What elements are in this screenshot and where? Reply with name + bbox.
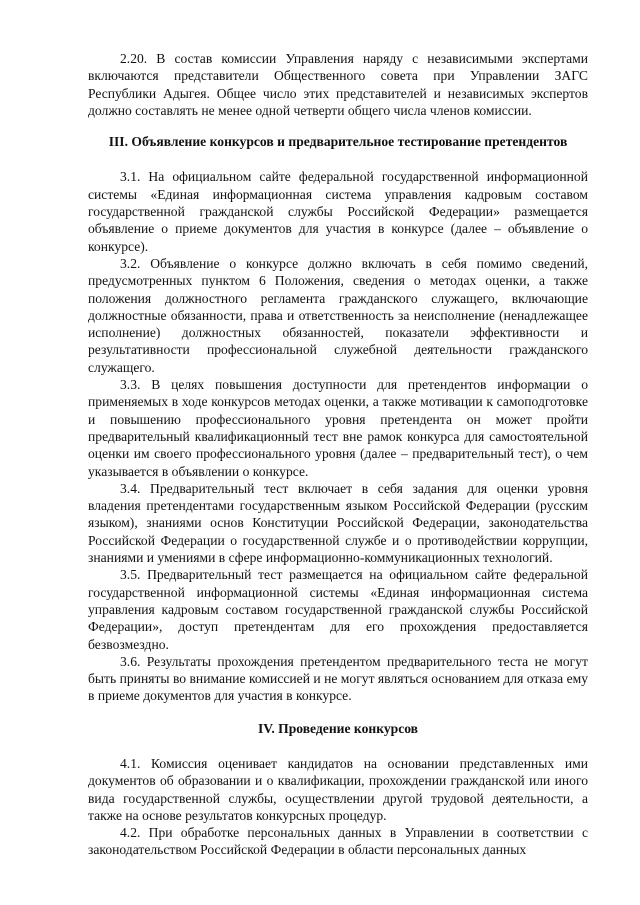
paragraph-2-20: 2.20. В состав комиссии Управления наряду с независимыми экспертами включаются представители Общественного совета при Управлении ЗАГС Республики Адыгея. Общее число этих представителей и независимых экспертов должно составлять не менее одной четверти общего числа членов комиссии. — [88, 51, 588, 118]
paragraph-3-4: 3.4. Предварительный тест включает в себя задания для оценки уровня владения претендентами государственным языком Российской Федерации (русским языком), знаниями основ Конституции Российской Федерации, законодательства Российской Федерации о государственной службе и о противодействии коррупции, знаниями и умениями в сфере информационно-коммуникационных технологий. — [88, 480, 588, 566]
spacer — [88, 150, 588, 168]
spacer — [88, 737, 588, 755]
section-4-heading: IV. Проведение конкурсов — [257, 720, 419, 736]
paragraph-3-3: 3.3. В целях повышения доступности для претендентов информации о применяемых в ходе конкурсов методах оценки, а также мотивации к самоподготовке и повышению профессионального уровня претендента он может пройти предварительный квалификационный тест вне рамок конкурса для самостоятельной оценки им своего профессионального уровня (далее – предварительный тест), о чем указывается в объявлении о конкурсе. — [88, 377, 588, 479]
paragraph-3-1: 3.1. На официальном сайте федеральной государственной информационной системы «Единая информационная система управления кадровым составом государственной гражданской службы Российской Федерации» размещается объявление о приеме документов для участия в конкурсе (далее – объявление о конкурсе). — [88, 169, 588, 254]
paragraph-3-2: 3.2. Объявление о конкурсе должно включать в себя помимо сведений, предусмотренных пунктом 6 Положения, сведения о методах оценки, а также положения должностного регламента гражданского служащего, включающие должностные обязанности, права и ответственность за неисполнение (ненадлежащее исполнение) должностных обязанностей, показатели эффективности и результативности профессиональной служебной деятельности гражданского служащего. — [88, 255, 588, 375]
spacer — [88, 119, 588, 133]
document-body — [88, 50, 588, 859]
paragraph-4-1: 4.1. Комиссия оценивает кандидатов на основании представленных ими документов об образовании и о квалификации, прохождении гражданской или иного вида государственной службы, осуществлении другой трудовой деятельности, а также на основе результатов конкурсных процедур. — [88, 755, 588, 823]
paragraph-3-5: 3.5. Предварительный тест размещается на официальном сайте федеральной государственной информационной системы «Единая информационная система управления кадровым составом государственной гражданской службы Российской Федерации», доступ претендентам для его прохождения предоставляется безвозмездно. — [88, 567, 588, 652]
spacer — [88, 705, 588, 720]
paragraph-4-2: 4.2. При обработке персональных данных в Управлении в соответствии с законодательством Российской Федерации в области персональных данных — [88, 825, 588, 858]
paragraph-3-6: 3.6. Результаты прохождения претендентом предварительного теста не могут быть приняты во внимание комиссией и не могут являться основанием для отказа ему в приеме документов для участия в конкурсе. — [88, 653, 588, 704]
section-3-heading: III. Объявление конкурсов и предварительное тестирование претендентов — [108, 134, 568, 150]
